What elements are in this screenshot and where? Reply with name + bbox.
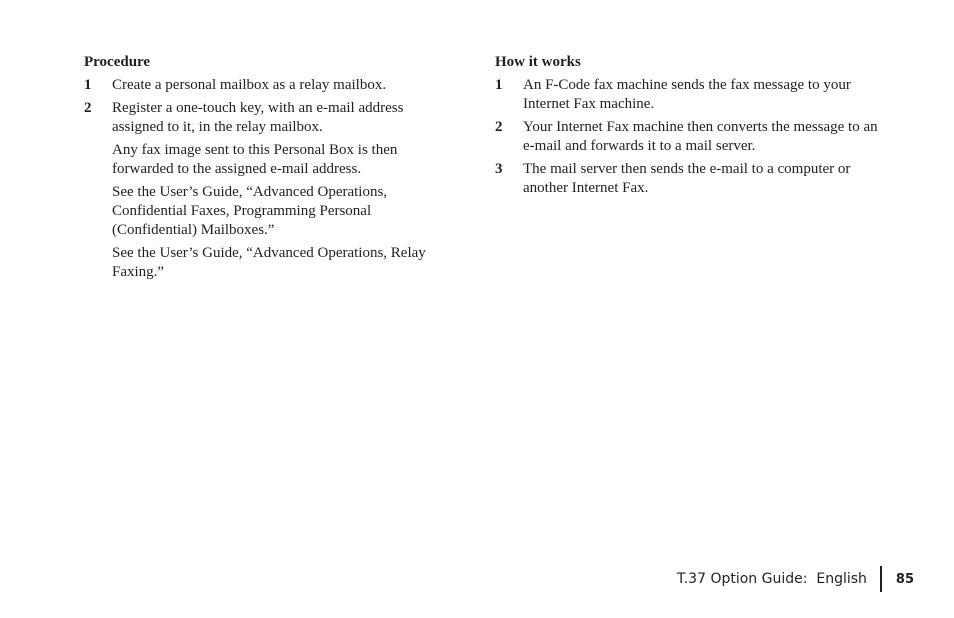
step-text: The mail server then sends the e-mail to a computer or another Internet Fax. [523, 161, 851, 196]
step-text: Register a one-touch key, with an e-mail address assigned to it, in the relay mailbox. [112, 100, 404, 135]
step-number: 1 [84, 77, 92, 93]
how-it-works-step [495, 118, 890, 156]
procedure-note: Any fax image sent to this Personal Box is then forwarded to the assigned e-mail address. [112, 142, 398, 177]
step-number: 2 [495, 119, 503, 135]
step-text: Your Internet Fax machine then converts the message to an e-mail and forwards it to a mail server. [523, 119, 878, 154]
step-number: 3 [495, 161, 503, 177]
how-it-works-heading: How it works [495, 54, 581, 70]
how-it-works-step [495, 76, 890, 114]
procedure-heading: Procedure [84, 54, 151, 70]
step-text: Create a personal mailbox as a relay mailbox. [112, 77, 387, 93]
procedure-section [84, 53, 454, 286]
how-it-works-step [495, 160, 890, 198]
guide-label: T.37 Option Guide: English [676, 571, 867, 587]
how-it-works-section [495, 53, 890, 202]
procedure-note: See the User’s Guide, “Advanced Operations, Confidential Faxes, Programming Personal (Confidential) Mailboxes.” [112, 184, 388, 238]
step-text: An F-Code fax machine sends the fax message to your Internet Fax machine. [523, 77, 851, 112]
step-number: 1 [495, 77, 503, 93]
procedure-step [84, 76, 454, 95]
procedure-step [84, 99, 454, 137]
footer-divider [880, 566, 882, 592]
step-number: 2 [84, 100, 92, 116]
page-footer [677, 566, 914, 592]
page-number: 85 [895, 571, 914, 587]
procedure-note: See the User’s Guide, “Advanced Operations, Relay Faxing.” [112, 245, 426, 280]
